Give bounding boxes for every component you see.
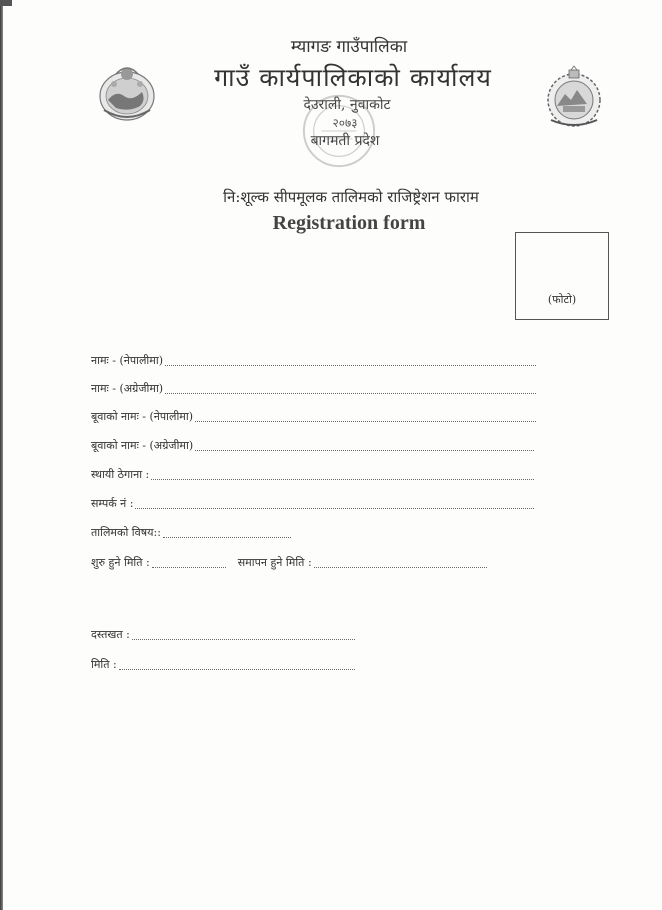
scan-corner-mark <box>0 0 12 6</box>
photo-box[interactable] <box>515 232 609 320</box>
name-nepali-blank[interactable] <box>165 354 536 366</box>
photo-label: (फोटो) <box>547 293 577 306</box>
field-contact-no <box>91 495 534 511</box>
end-date-blank[interactable] <box>314 556 487 568</box>
field-label: नामः - (अग्रेजीमा) <box>91 382 164 395</box>
date-blank[interactable] <box>119 658 355 670</box>
field-name-english <box>91 380 536 396</box>
office-address: देउराली, नुवाकोट <box>303 97 391 113</box>
father-name-nepali-blank[interactable] <box>195 410 536 422</box>
field-permanent-address <box>91 466 534 482</box>
field-label: मिति : <box>91 658 117 671</box>
field-label: शुरु हुने मिति : <box>91 556 150 569</box>
province-name: बागमती प्रदेश <box>310 133 380 149</box>
field-label: तालिमको विषय:: <box>91 526 161 539</box>
training-subject-blank[interactable] <box>163 526 291 538</box>
contact-no-blank[interactable] <box>135 497 534 509</box>
established-year: २०७३ <box>332 116 358 130</box>
field-label: बूवाको नामः - (नेपालीमा) <box>91 410 194 423</box>
form-subtitle: नि:शूल्क सीपमूलक तालिमको राजिष्ट्रेशन फाराम <box>223 188 479 206</box>
field-training-subject <box>91 524 291 540</box>
field-training-dates <box>91 554 487 570</box>
field-signature <box>91 626 355 642</box>
signature-blank[interactable] <box>132 628 355 640</box>
field-label: स्थायी ठेगाना : <box>91 468 150 481</box>
office-title: गाउँ कार्यपालिकाको कार्यालय <box>214 63 492 92</box>
field-date <box>91 656 355 672</box>
start-date-blank[interactable] <box>152 556 226 568</box>
scan-edge-shadow <box>0 0 3 910</box>
permanent-address-blank[interactable] <box>151 468 534 480</box>
field-father-name-nepali <box>91 408 536 424</box>
field-name-nepali <box>91 352 536 368</box>
name-english-blank[interactable] <box>165 382 536 394</box>
field-label: समापन हुने मिति : <box>237 556 312 569</box>
father-name-english-blank[interactable] <box>195 439 534 451</box>
field-label: सम्पर्क नं : <box>91 497 134 510</box>
field-label: दस्तखत : <box>91 628 130 641</box>
form-title: Registration form <box>272 212 426 234</box>
gaupalika-name: म्यागङ गाउँपालिका <box>290 37 408 57</box>
field-label: बूवाको नामः - (अग्रेजीमा) <box>91 439 194 452</box>
field-father-name-english <box>91 437 534 453</box>
field-label: नामः - (नेपालीमा) <box>91 354 163 367</box>
